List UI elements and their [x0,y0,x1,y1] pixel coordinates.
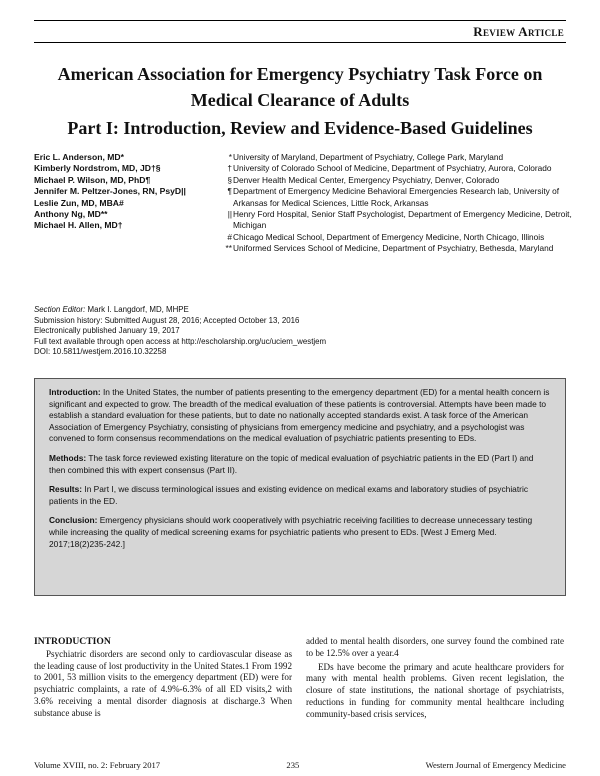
article-title-line-2: Medical Clearance of Adults [190,90,410,110]
abstract-introduction: Introduction: In the United States, the number of patients presenting to the emergency department (ED) for a mental health concern is significant and expected to grow. The breadth of the medical evaluation of these patients is controversial. Attempts have been made to establish a standard evaluation for these patients, but to date no nationally accepted standards exist. A task force of the American Association of Emergency Psychiatry, consisting of physicians from emergency medicine and psychiatry, and a psychologist was convened to form consensus recommendations on the medical evaluation of psychiatric patients presenting to EDs. [49,387,550,444]
article-title-line-1: American Association for Emergency Psychiatry Task Force on [57,64,543,84]
section-editor: Section Editor: Mark I. Langdorf, MD, MHPE [34,305,189,314]
author: Eric L. Anderson, MD* [34,152,124,162]
author: Michael P. Wilson, MD, PhD¶ [34,174,151,185]
author-list [34,152,224,232]
body-paragraph: added to mental health disorders, one survey found the combined rate to be 12.5% over a year.4 [306,636,564,658]
doi[interactable]: DOI: 10.5811/westjem.2016.10.32258 [34,347,167,357]
affiliation: # Chicago Medical School, Department of Emergency Medicine, North Chicago, Illinois [227,231,545,242]
editorial-info [34,305,574,358]
abstract-box [34,378,566,596]
journal-name: Western Journal of Emergency Medicine [425,760,566,770]
article-title-line-3: Part I: Introduction, Review and Evidence-Based Guidelines [67,118,533,138]
affiliation: ¶ Department of Emergency Medicine Behavioral Emergencies Research lab, University of Arkansas for Medical Sciences, Little Rock, Arkansas [227,186,560,208]
section-label: Review Article [473,24,564,39]
open-access-link[interactable]: Full text available through open access at http://escholarship.org/uc/uciem_westjem [34,336,327,346]
body-column-left [34,636,292,720]
affiliation: || Henry Ford Hospital, Senior Staff Psychologist, Department of Emergency Medicine, Detroit, Michigan [227,209,572,231]
body-paragraph: Psychiatric disorders are second only to cardiovascular disease as the leading cause of lost productivity in the United States.1 From 1992 to 2001, 53 million visits to the emergency department (ED) were for psychiatric complaints, a rate of 4.9%-6.3% of all ED visits,2 with 3.6% receiving a mental disorder diagnosis at discharge.3 When substance abuse is [34,648,292,718]
author: Michael H. Allen, MD† [34,220,123,231]
affiliation: ** Uniformed Services School of Medicine, Department of Psychiatry, Bethesda, Maryland [225,243,554,254]
volume-info: Volume XVIII, no. 2: February 2017 [34,760,161,770]
page-footer [34,760,566,770]
author: Jennifer M. Peltzer-Jones, RN, PsyD|| [34,186,186,197]
header-rule-bottom [34,42,566,43]
body-column-right [306,636,564,721]
affiliation-list [222,152,572,255]
affiliation: * University of Maryland, Department of Psychiatry, College Park, Maryland [228,152,504,162]
submission-history: Submission history: Submitted August 28, 2016; Accepted October 13, 2016 [34,315,300,325]
page-number: 235 [286,760,300,770]
abstract-conclusion: Conclusion: Emergency physicians should work cooperatively with psychiatric receiving facilities to decrease unnecessary testing while increasing the quality of medical screening exams for psychiatric patients who present to EDs. [West J Emerg Med. 2017;18(2)235-242.] [49,515,533,549]
author: Kimberly Nordstrom, MD, JD†§ [34,163,161,174]
affiliation: † University of Colorado School of Medicine, Department of Psychiatry, Aurora, Colorado [227,163,552,174]
section-heading: INTRODUCTION [34,636,111,647]
abstract-results: Results: In Part I, we discuss terminological issues and existing evidence on medical exams and laboratory studies of psychiatric patients in the ED. [49,484,529,506]
published-date: Electronically published January 19, 2017 [34,326,180,336]
abstract-methods: Methods: The task force reviewed existing literature on the topic of medical evaluation of psychiatric patients in the ED (Part I) and then combined this with expert consensus (Part II). [49,452,534,475]
header-rule-top [34,20,566,21]
body-paragraph: EDs have become the primary and acute healthcare providers for many with mental health problems. Given recent legislation, the closure of state institutions, the national shortage of psychiatrists, reductions in funding for community mental healthcare including community-based crisis services, [306,661,564,719]
affiliation: § Denver Health Medical Center, Emergency Psychiatry, Denver, Colorado [227,174,500,185]
author: Leslie Zun, MD, MBA# [34,197,124,208]
author: Anthony Ng, MD** [34,209,108,220]
